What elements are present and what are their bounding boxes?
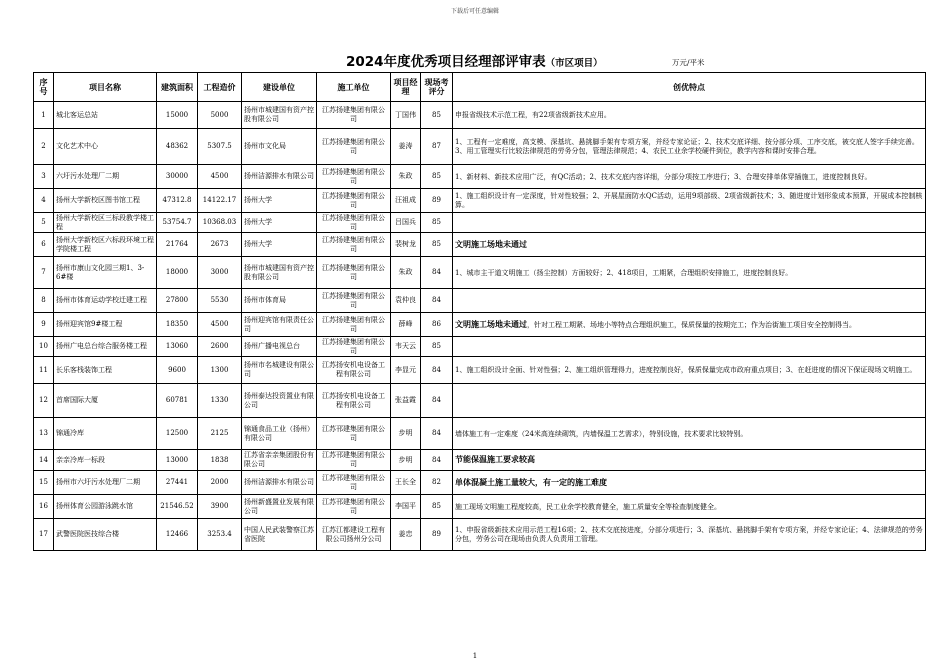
site-score: 84: [421, 357, 453, 384]
owner-unit: 扬州市文化局: [242, 129, 317, 165]
row-number: 16: [34, 495, 54, 519]
features: [453, 213, 926, 233]
construction-unit: 江苏扬建集团有限公司: [317, 257, 391, 289]
header-owner: 建设单位: [242, 73, 317, 102]
building-area: 21546.52: [157, 495, 198, 519]
project-cost: 14122.17: [198, 189, 242, 213]
construction-unit: 江苏扬建集团有限公司: [317, 213, 391, 233]
project-cost: 1330: [198, 384, 242, 418]
table-row: [34, 418, 926, 450]
features: [453, 495, 926, 519]
table-row: [34, 257, 926, 289]
table-row: [34, 129, 926, 165]
features-text: 1、新材料、新技术应用广泛，有QC活动；2、技术交底内容详细，分部分项按工序进行；3、合理安排单体穿插施工，进度控制良好。: [455, 172, 872, 181]
row-number: 6: [34, 233, 54, 257]
features: [453, 129, 926, 165]
table-row: [34, 102, 926, 129]
project-name: 长乐客栈装饰工程: [54, 357, 157, 384]
site-score: 85: [421, 337, 453, 357]
building-area: 12466: [157, 519, 198, 551]
row-number: 2: [34, 129, 54, 165]
construction-unit: 江苏扬建集团有限公司: [317, 233, 391, 257]
construction-unit: 江苏扬建集团有限公司: [317, 313, 391, 337]
features: [453, 450, 926, 471]
table-row: [34, 289, 926, 313]
site-score: 85: [421, 102, 453, 129]
project-name: 六圩污水处理厂二期: [54, 165, 157, 189]
features: [453, 257, 926, 289]
building-area: 53754.7: [157, 213, 198, 233]
project-manager: 丁国伟: [391, 102, 421, 129]
site-score: 85: [421, 495, 453, 519]
site-score: 87: [421, 129, 453, 165]
table-row: [34, 213, 926, 233]
header-no: 序号: [34, 73, 54, 102]
owner-unit: 江苏省亲亲集团股份有限公司: [242, 450, 317, 471]
features-text: 1、施工组织设计全面、针对性强；2、施工组织管理得力，进度控制良好，保质保量完成市政府重点项目；3、在赶进度的情况下保证现场文明施工。: [455, 366, 917, 374]
table-row: [34, 471, 926, 495]
project-name: 扬州体育公园游泳跳水馆: [54, 495, 157, 519]
row-number: 9: [34, 313, 54, 337]
header-features: 创优特点: [453, 73, 926, 102]
owner-unit: 扬州广播电视总台: [242, 337, 317, 357]
site-score: 89: [421, 189, 453, 213]
row-number: 4: [34, 189, 54, 213]
project-manager: 袁仲良: [391, 289, 421, 313]
construction-unit: 江苏江都建设工程有限公司扬州分公司: [317, 519, 391, 551]
features: [453, 384, 926, 418]
project-cost: 2673: [198, 233, 242, 257]
project-manager: 吕国兵: [391, 213, 421, 233]
row-number: 12: [34, 384, 54, 418]
project-name: 锦通冷库: [54, 418, 157, 450]
project-cost: 1300: [198, 357, 242, 384]
site-score: 86: [421, 313, 453, 337]
project-name: 扬州大学新校区三标段教学楼工程: [54, 213, 157, 233]
features-highlight: 节能保温施工要求较高: [455, 455, 535, 464]
features: [453, 337, 926, 357]
features: [453, 189, 926, 213]
header-score: 现场考评分: [421, 73, 453, 102]
project-manager: 李显元: [391, 357, 421, 384]
features: [453, 102, 926, 129]
features: [453, 357, 926, 384]
project-cost: 5000: [198, 102, 242, 129]
construction-unit: 江苏扬建集团有限公司: [317, 102, 391, 129]
header-area: 建筑面积: [157, 73, 198, 102]
owner-unit: 中国人民武装警察江苏省医院: [242, 519, 317, 551]
construction-unit: 江苏邗建集团有限公司: [317, 495, 391, 519]
project-manager: 步明: [391, 450, 421, 471]
row-number: 10: [34, 337, 54, 357]
owner-unit: 锦通食品工业（扬州）有限公司: [242, 418, 317, 450]
owner-unit: 扬州大学: [242, 189, 317, 213]
header-builder: 施工单位: [317, 73, 391, 102]
owner-unit: 扬州洁源排水有限公司: [242, 471, 317, 495]
features: [453, 313, 926, 337]
building-area: 13060: [157, 337, 198, 357]
project-name: 扬州迎宾馆9#楼工程: [54, 313, 157, 337]
row-number: 1: [34, 102, 54, 129]
title-sub: （市区项目）: [545, 58, 603, 69]
owner-unit: 扬州市城建国有资产控股有限公司: [242, 257, 317, 289]
project-name: 扬州市六圩污水处理厂二期: [54, 471, 157, 495]
header-manager: 项目经理: [391, 73, 421, 102]
site-score: 85: [421, 233, 453, 257]
building-area: 18000: [157, 257, 198, 289]
building-area: 15000: [157, 102, 198, 129]
project-name: 武警医院医技综合楼: [54, 519, 157, 551]
owner-unit: 扬州大学: [242, 213, 317, 233]
project-manager: 步明: [391, 418, 421, 450]
owner-unit: 扬州洁源排水有限公司: [242, 165, 317, 189]
table-row: [34, 165, 926, 189]
header-name: 项目名称: [54, 73, 157, 102]
unit-note: 万元/平米: [672, 58, 705, 67]
project-name: 首席国际大厦: [54, 384, 157, 418]
features-highlight: 文明施工场地未通过: [455, 319, 527, 329]
features-text: 1、工程有一定难度，高支模、深基坑、悬挑脚手架有专项方案，并经专家论证；2、技术交底详细、按分部分项、工序交底，被交底人签字手续完善。3、用工管理实行比较法律规范的劳务分包，管理法律规范；4、农民工业余学校硬件到位，教学内容和课时安排合理。: [455, 138, 919, 155]
site-score: 85: [421, 165, 453, 189]
features: [453, 519, 926, 551]
site-score: 84: [421, 384, 453, 418]
header-cost: 工程造价: [198, 73, 242, 102]
project-manager: 朱政: [391, 257, 421, 289]
top-note: 下载后可任意编辑: [450, 8, 499, 15]
project-manager: 韦天云: [391, 337, 421, 357]
table-row: [34, 450, 926, 471]
construction-unit: 江苏扬建集团有限公司: [317, 337, 391, 357]
building-area: 13000: [157, 450, 198, 471]
row-number: 8: [34, 289, 54, 313]
row-number: 15: [34, 471, 54, 495]
building-area: 27800: [157, 289, 198, 313]
project-name: 扬州大学新校区图书馆工程: [54, 189, 157, 213]
construction-unit: 江苏扬建集团有限公司: [317, 165, 391, 189]
building-area: 9600: [157, 357, 198, 384]
project-manager: 薛峰: [391, 313, 421, 337]
project-cost: 4500: [198, 313, 242, 337]
project-manager: 裴树龙: [391, 233, 421, 257]
building-area: 18350: [157, 313, 198, 337]
project-manager: 姜涛: [391, 129, 421, 165]
site-score: 84: [421, 257, 453, 289]
project-cost: 5307.5: [198, 129, 242, 165]
row-number: 3: [34, 165, 54, 189]
owner-unit: 扬州泰达投资置业有限公司: [242, 384, 317, 418]
features-text: ，针对工程工期紧、场地小等特点合理组织施工，保质保量的按期完工；作为治街施工项目安全控制得当。: [527, 320, 856, 329]
project-name: 亲亲冷库一标段: [54, 450, 157, 471]
review-table: [33, 72, 926, 551]
features-highlight: 文明施工场地未通过: [455, 239, 527, 249]
features-text: 1、申报省级新技术应用示范工程16项；2、技术交底按进度，分部分项进行；3、深基坑、悬挑脚手架有专项方案，并经专家论证；4、法律规范的劳务分包，劳务公司在现场由负责人负责用工管理。: [455, 526, 923, 543]
building-area: 60781: [157, 384, 198, 418]
project-name: 扬州市康山文化园三期1、3-6#楼: [54, 257, 157, 289]
table-row: [34, 313, 926, 337]
site-score: 84: [421, 289, 453, 313]
owner-unit: 扬州市名城建设有限公司: [242, 357, 317, 384]
row-number: 17: [34, 519, 54, 551]
table-row: [34, 337, 926, 357]
project-cost: 3000: [198, 257, 242, 289]
building-area: 48362: [157, 129, 198, 165]
building-area: 47312.8: [157, 189, 198, 213]
project-cost: 5530: [198, 289, 242, 313]
site-score: 82: [421, 471, 453, 495]
owner-unit: 扬州新盛置业发展有限公司: [242, 495, 317, 519]
owner-unit: 扬州大学: [242, 233, 317, 257]
project-cost: 2600: [198, 337, 242, 357]
features: [453, 289, 926, 313]
title-main: 2024年度优秀项目经理部评审表: [346, 54, 546, 70]
row-number: 5: [34, 213, 54, 233]
project-name: 扬州大学新校区六标段环境工程学院楼工程: [54, 233, 157, 257]
page-title: [346, 50, 603, 70]
header-row: [34, 73, 926, 102]
building-area: 21764: [157, 233, 198, 257]
project-manager: 朱政: [391, 165, 421, 189]
project-cost: 10368.03: [198, 213, 242, 233]
row-number: 14: [34, 450, 54, 471]
project-name: 城北客运总站: [54, 102, 157, 129]
row-number: 11: [34, 357, 54, 384]
page-number: 1: [472, 652, 478, 660]
table-row: [34, 357, 926, 384]
features-text: 施工现场文明施工程度较高，民工业余学校教育健全，施工质量安全等检查制度健全。: [455, 502, 721, 511]
project-cost: 3253.4: [198, 519, 242, 551]
construction-unit: 江苏邗建集团有限公司: [317, 418, 391, 450]
owner-unit: 扬州市体育局: [242, 289, 317, 313]
row-number: 13: [34, 418, 54, 450]
features-text: 墙体施工有一定难度（24米高连续砌筑，内墙保温工艺需求），特别设施，技术要求比较特别。: [455, 429, 748, 438]
features: [453, 418, 926, 450]
site-score: 85: [421, 213, 453, 233]
building-area: 30000: [157, 165, 198, 189]
project-manager: 姜忠: [391, 519, 421, 551]
project-cost: 2000: [198, 471, 242, 495]
features-highlight: 单体混凝土施工量较大，有一定的施工难度: [455, 477, 607, 487]
project-cost: 3900: [198, 495, 242, 519]
construction-unit: 江苏扬建集团有限公司: [317, 289, 391, 313]
table-row: [34, 384, 926, 418]
site-score: 84: [421, 450, 453, 471]
construction-unit: 江苏邗建集团有限公司: [317, 471, 391, 495]
project-cost: 4500: [198, 165, 242, 189]
features: [453, 471, 926, 495]
building-area: 27441: [157, 471, 198, 495]
construction-unit: 江苏邗建集团有限公司: [317, 450, 391, 471]
project-manager: 李国平: [391, 495, 421, 519]
features-text: 1、施工组织设计有一定深度，针对性较强；2、开展屋面防水QC活动，运用9项部级、2项省级新技术；3、随进度计划形象成本预算，开展成本控制核算。: [455, 192, 923, 209]
project-name: 扬州市体育运动学校迁建工程: [54, 289, 157, 313]
owner-unit: 扬州市城建国有资产控股有限公司: [242, 102, 317, 129]
project-manager: 王长全: [391, 471, 421, 495]
project-cost: 1838: [198, 450, 242, 471]
table-row: [34, 189, 926, 213]
features-text: 申报省级技术示范工程，有22项省级新技术应用。: [455, 111, 611, 119]
site-score: 89: [421, 519, 453, 551]
construction-unit: 江苏扬建集团有限公司: [317, 129, 391, 165]
project-name: 扬州广电总台综合服务楼工程: [54, 337, 157, 357]
construction-unit: 江苏扬安机电设备工程有限公司: [317, 384, 391, 418]
features-text: 1、城市主干道文明施工（扬尘控制）方面较好；2、418项目，工期紧，合理组织安排施工，进度控制良好。: [455, 268, 793, 277]
project-name: 文化艺术中心: [54, 129, 157, 165]
construction-unit: 江苏扬建集团有限公司: [317, 189, 391, 213]
construction-unit: 江苏扬安机电设备工程有限公司: [317, 357, 391, 384]
project-manager: 汪祖成: [391, 189, 421, 213]
features: [453, 165, 926, 189]
owner-unit: 扬州迎宾馆有限责任公司: [242, 313, 317, 337]
building-area: 12500: [157, 418, 198, 450]
table-row: [34, 495, 926, 519]
table-row: [34, 233, 926, 257]
row-number: 7: [34, 257, 54, 289]
features: [453, 233, 926, 257]
project-cost: 2125: [198, 418, 242, 450]
project-manager: 张益霞: [391, 384, 421, 418]
table-row: [34, 519, 926, 551]
site-score: 84: [421, 418, 453, 450]
